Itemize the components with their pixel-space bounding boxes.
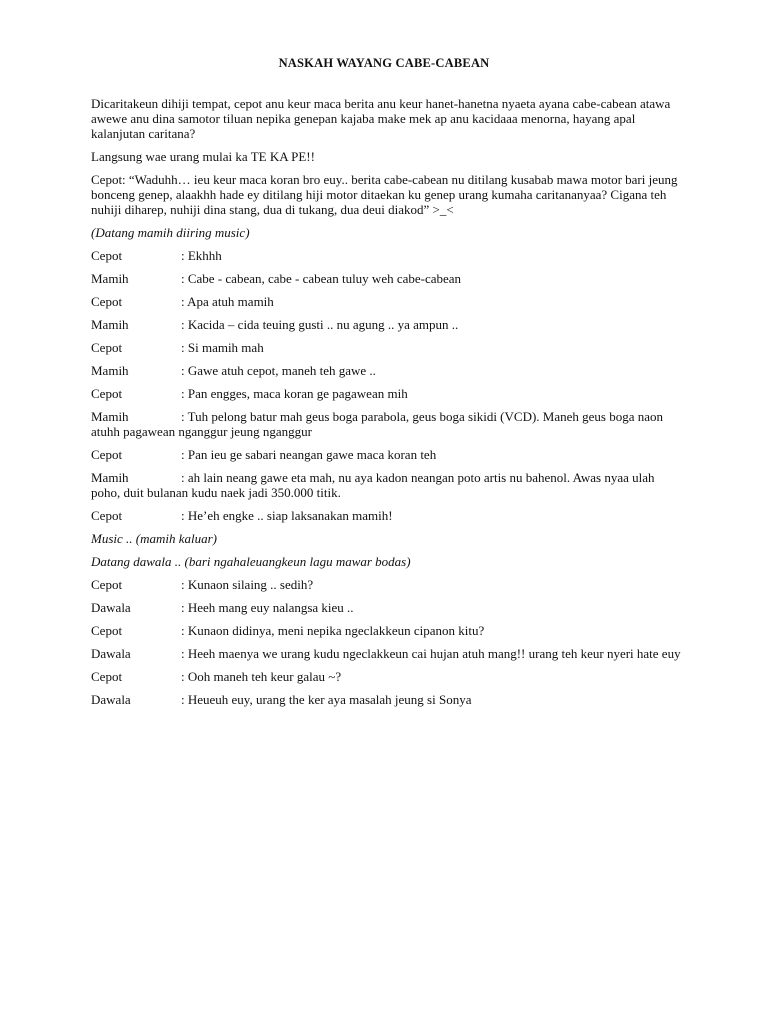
dialog-block [91,577,681,707]
speech-text: : Gawe atuh cepot, maneh teh gawe .. [181,363,376,378]
speech-text: : Heeh mang euy nalangsa kieu .. [181,600,354,615]
dialog-line [91,317,681,332]
stage-direction: Music .. (mamih kaluar) [91,531,218,546]
speech-text: : Kacida – cida teuing gusti .. nu agung .. ya ampun .. [181,317,459,332]
stage-direction: Datang dawala .. (bari ngahaleuangkeun lagu mawar bodas) [91,554,411,569]
dialog-line [91,386,681,401]
intro-paragraph: Cepot: “Waduhh… ieu keur maca koran bro euy.. berita cabe-cabean nu ditilang kusabab mawa motor bari jeung bonceng genep, alaakhh hade ey ditilang hiji motor ditaekan ku genep urang kumaha caritananyaa? Cigana teh nuhiji diharep, nuhiji dina stang, dua di tukang, dua deui diakod” >_< [91,172,678,217]
speech-text: : Cabe - cabean, cabe - cabean tuluy weh cabe-cabean [181,271,462,286]
speaker-name: Cepot [91,669,123,684]
dialog-line [91,271,681,286]
speech-text: : Kunaon didinya, meni nepika ngeclakkeun cipanon kitu? [181,623,485,638]
dialog-line [91,248,681,263]
speaker-name: Dawala [91,692,131,707]
stage-direction: (Datang mamih diiring music) [91,225,250,240]
speech-text: : Tuh pelong batur mah geus boga parabola, geus boga sikidi (VCD). Maneh geus boga naon atuhh pagawean nganggur jeung nganggur [91,409,664,439]
dialog-line [91,669,681,684]
speaker-name: Cepot [91,577,123,592]
speaker-name: Cepot [91,294,123,309]
speaker-name: Dawala [91,600,131,615]
speaker-name: Mamih [91,409,129,424]
script-body [91,96,681,715]
dialog-line [91,623,681,638]
speaker-name: Dawala [91,646,131,661]
speaker-name: Cepot [91,340,123,355]
dialog-line [91,646,681,661]
speech-text: : Heueuh euy, urang the ker aya masalah jeung si Sonya [181,692,472,707]
dialog-line [91,340,681,355]
speech-text: : Pan engges, maca koran ge pagawean mih [181,386,408,401]
document-title: NASKAH WAYANG CABE-CABEAN [278,56,490,70]
speaker-name: Cepot [91,386,123,401]
speech-text: : Heeh maenya we urang kudu ngeclakkeun cai hujan atuh mang!! urang teh keur nyeri hate euy [181,646,681,661]
speech-text: : He’eh engke .. siap laksanakan mamih! [181,508,393,523]
speaker-name: Cepot [91,248,123,263]
dialog-line [91,294,681,309]
dialog-line [91,692,681,707]
speaker-name: Cepot [91,447,123,462]
speech-text: : ah lain neang gawe eta mah, nu aya kadon neangan poto artis nu bahenol. Awas nyaa ulah poho, duit bulanan kudu naek jadi 350.000 titik. [91,470,655,500]
intro-paragraph: Langsung wae urang mulai ka TE KA PE!! [91,149,315,164]
speaker-name: Mamih [91,317,129,332]
speech-text: : Kunaon silaing .. sedih? [181,577,314,592]
speaker-name: Mamih [91,363,129,378]
speech-text: : Si mamih mah [181,340,264,355]
dialog-line [91,577,681,592]
speaker-name: Mamih [91,470,129,485]
dialog-line [91,470,681,500]
speaker-name: Cepot [91,623,123,638]
speech-text: : Apa atuh mamih [181,294,274,309]
dialog-block [91,248,681,523]
speech-text: : Pan ieu ge sabari neangan gawe maca koran teh [181,447,437,462]
speech-text: : Ekhhh [181,248,222,263]
intro-paragraph: Dicaritakeun dihiji tempat, cepot anu keur maca berita anu keur hanet-hanetna nyaeta ayana cabe-cabean atawa awewe anu dina samotor tiluan nepika genepan kajaba make mek ap anu kacidaaa menorna, hayang apal kalanjutan caritana? [91,96,671,141]
speech-text: : Ooh maneh teh keur galau ~? [181,669,342,684]
speaker-name: Mamih [91,271,129,286]
dialog-line [91,600,681,615]
dialog-line [91,409,681,439]
dialog-line [91,508,681,523]
dialog-line [91,363,681,378]
speaker-name: Cepot [91,508,123,523]
dialog-line [91,447,681,462]
